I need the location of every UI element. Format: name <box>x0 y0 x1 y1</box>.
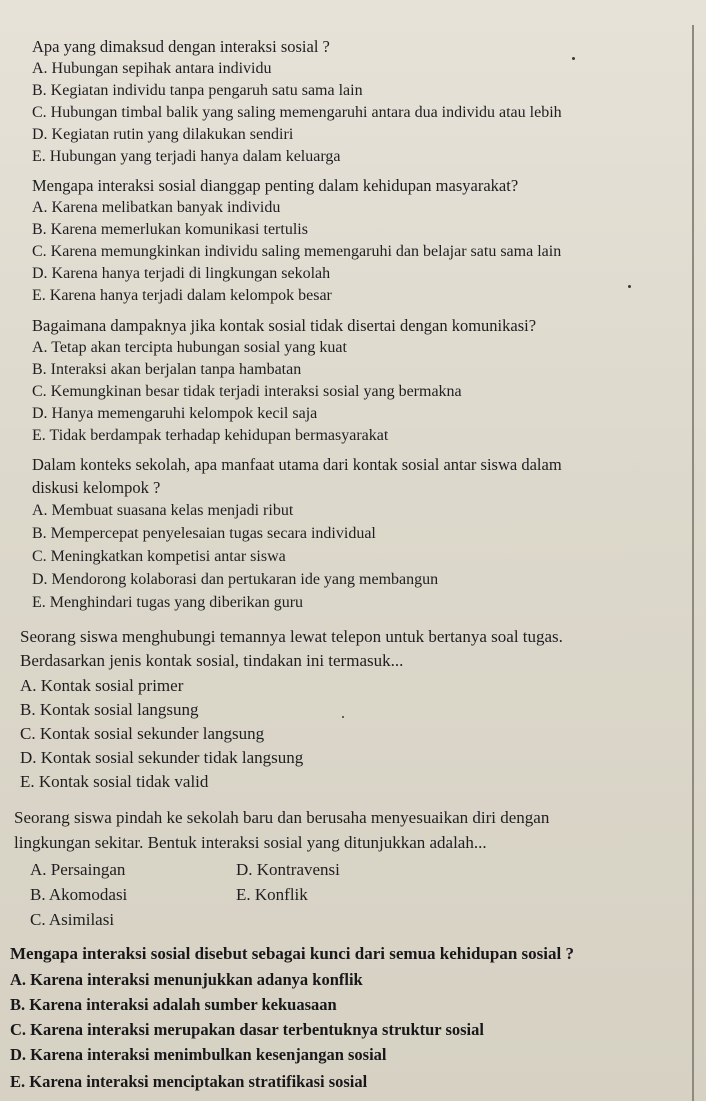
option-b: B. Kegiatan individu tanpa pengaruh satu sama lain <box>32 82 363 99</box>
option-e: E. Hubungan yang terjadi hanya dalam keluarga <box>32 148 341 165</box>
option-b: B. Karena memerlukan komunikasi tertulis <box>32 221 308 238</box>
option-e: E. Kontak sosial tidak valid <box>20 772 209 791</box>
option-a: A. Hubungan sepihak antara individu <box>32 60 272 77</box>
option-d: D. Kontravensi <box>236 860 340 879</box>
question-stem: Mengapa interaksi sosial dianggap penting dalam kehidupan masyarakat? <box>32 176 519 195</box>
page-edge-line <box>692 25 694 1101</box>
option-c: C. Karena memungkinkan individu saling memengaruhi dan belajar satu sama lain <box>32 243 562 260</box>
option-d: D. Mendorong kolaborasi dan pertukaran ide yang membangun <box>32 571 439 588</box>
option-e: E. Konflik <box>236 885 308 904</box>
option-b: B. Karena interaksi adalah sumber kekuasaan <box>10 995 337 1014</box>
option-a: A. Persaingan <box>30 860 126 879</box>
question-stem-line-2: diskusi kelompok ? <box>32 478 161 497</box>
option-c: C. Kontak sosial sekunder langsung <box>20 724 265 743</box>
option-e: E. Menghindari tugas yang diberikan guru <box>32 594 304 611</box>
question-stem: Apa yang dimaksud dengan interaksi sosial ? <box>32 37 330 56</box>
option-c: C. Asimilasi <box>30 910 115 929</box>
question-stem-line-1: Dalam konteks sekolah, apa manfaat utama dari kontak sosial antar siswa dalam <box>32 455 562 474</box>
option-e: E. Karena hanya terjadi dalam kelompok besar <box>32 287 332 304</box>
option-d: D. Kontak sosial sekunder tidak langsung <box>20 748 304 767</box>
question-stem-line-2: Berdasarkan jenis kontak sosial, tindakan ini termasuk... <box>20 651 404 670</box>
option-a: A. Karena melibatkan banyak individu <box>32 199 281 216</box>
option-d: D. Karena hanya terjadi di lingkungan sekolah <box>32 265 331 282</box>
option-b: B. Kontak sosial langsung <box>20 700 199 719</box>
question-stem-line-1: Seorang siswa menghubungi temannya lewat telepon untuk bertanya soal tugas. <box>20 627 563 646</box>
option-b: B. Akomodasi <box>30 885 128 904</box>
paper-speck <box>628 285 631 288</box>
option-b: B. Mempercepat penyelesaian tugas secara individual <box>32 525 376 542</box>
option-c: C. Karena interaksi merupakan dasar terbentuknya struktur sosial <box>10 1020 484 1039</box>
question-stem: Bagaimana dampaknya jika kontak sosial tidak disertai dengan komunikasi? <box>32 316 537 335</box>
option-b: B. Interaksi akan berjalan tanpa hambatan <box>32 361 302 378</box>
question-stem-line-1: Seorang siswa pindah ke sekolah baru dan berusaha menyesuaikan diri dengan <box>14 808 550 827</box>
option-c: C. Kemungkinan besar tidak terjadi interaksi sosial yang bermakna <box>32 383 462 400</box>
option-d: D. Hanya memengaruhi kelompok kecil saja <box>32 405 318 422</box>
option-d: D. Kegiatan rutin yang dilakukan sendiri <box>32 126 294 143</box>
question-stem: Mengapa interaksi sosial disebut sebagai kunci dari semua kehidupan sosial ? <box>10 944 574 963</box>
option-e: E. Karena interaksi menciptakan stratifikasi sosial <box>10 1072 368 1091</box>
option-a: A. Membuat suasana kelas menjadi ribut <box>32 502 294 519</box>
question-stem-line-2: lingkungan sekitar. Bentuk interaksi sosial yang ditunjukkan adalah... <box>14 833 487 852</box>
option-c: C. Meningkatkan kompetisi antar siswa <box>32 548 286 565</box>
paper-speck <box>342 716 344 718</box>
option-a: A. Kontak sosial primer <box>20 676 184 695</box>
option-a: A. Karena interaksi menunjukkan adanya konflik <box>10 970 363 989</box>
option-e: E. Tidak berdampak terhadap kehidupan bermasyarakat <box>32 427 389 444</box>
option-d: D. Karena interaksi menimbulkan kesenjangan sosial <box>10 1045 387 1064</box>
paper-speck <box>572 57 575 60</box>
option-a: A. Tetap akan tercipta hubungan sosial yang kuat <box>32 339 347 356</box>
option-c: C. Hubungan timbal balik yang saling memengaruhi antara dua individu atau lebih <box>32 104 562 121</box>
